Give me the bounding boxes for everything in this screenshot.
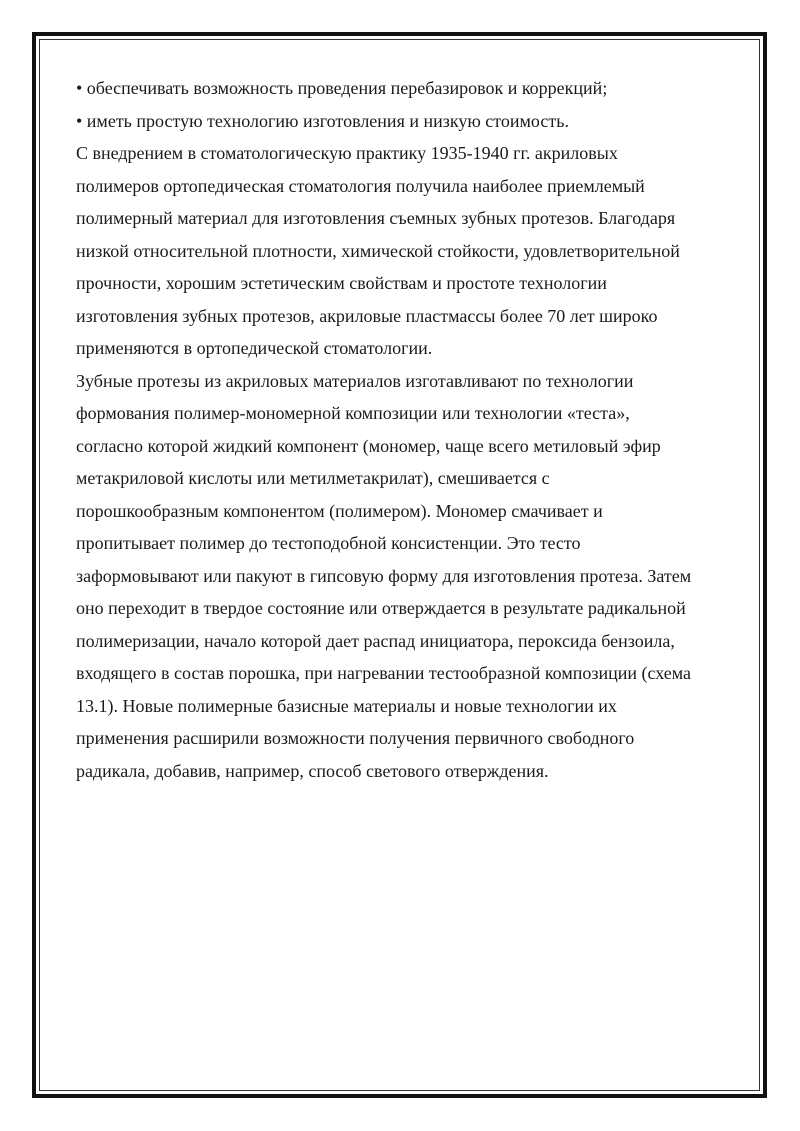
paragraph-line: Зубные протезы из акриловых материалов изготавливают по технологии (76, 370, 634, 391)
document-body (76, 72, 736, 787)
paragraph-line: полимерный материал для изготовления съемных зубных протезов. Благодаря (76, 208, 676, 228)
paragraph-line: низкой относительной плотности, химической стойкости, удовлетворительной (76, 240, 680, 261)
paragraph-line: радикала, добавив, например, способ светового отверждения. (76, 760, 549, 781)
bullet-item: • обеспечивать возможность проведения перебазировок и коррекций; (76, 78, 608, 98)
bullet-item: • иметь простую технологию изготовления и низкую стоимость. (76, 110, 569, 131)
paragraph-line: полимеров ортопедическая стоматология получила наиболее приемлемый (76, 175, 645, 196)
paragraph-line: изготовления зубных протезов, акриловые пластмассы более 70 лет широко (76, 305, 658, 326)
paragraph-line: применяются в ортопедической стоматологии. (76, 338, 433, 358)
paragraph-line: входящего в состав порошка, при нагревании тестообразной композиции (схема (76, 663, 692, 683)
paragraph-line: порошкообразным компонентом (полимером). Мономер смачивает и (76, 500, 603, 521)
paragraph-line: 13.1). Новые полимерные базисные материалы и новые технологии их (76, 695, 617, 716)
paragraph-line: заформовывают или пакуют в гипсовую форму для изготовления протеза. Затем (76, 565, 692, 586)
paragraph-line: оно переходит в твердое состояние или отверждается в результате радикальной (76, 598, 686, 618)
paragraph-line: прочности, хорошим эстетическим свойствам и простоте технологии (76, 273, 607, 293)
paragraph-line: формования полимер-мономерной композиции или технологии «теста», (76, 403, 630, 423)
paragraph-line: пропитывает полимер до тестоподобной консистенции. Это тесто (76, 533, 581, 553)
paragraph-line: полимеризации, начало которой дает распад инициатора, пероксида бензоила, (76, 630, 675, 651)
paragraph-line: С внедрением в стоматологическую практику 1935-1940 гг. акриловых (76, 143, 618, 163)
paragraph-line: согласно которой жидкий компонент (мономер, чаще всего метиловый эфир (76, 435, 661, 456)
paragraph-line: применения расширили возможности получения первичного свободного (76, 728, 635, 748)
paragraph-line: метакриловой кислоты или метилметакрилат), смешивается с (76, 468, 550, 488)
